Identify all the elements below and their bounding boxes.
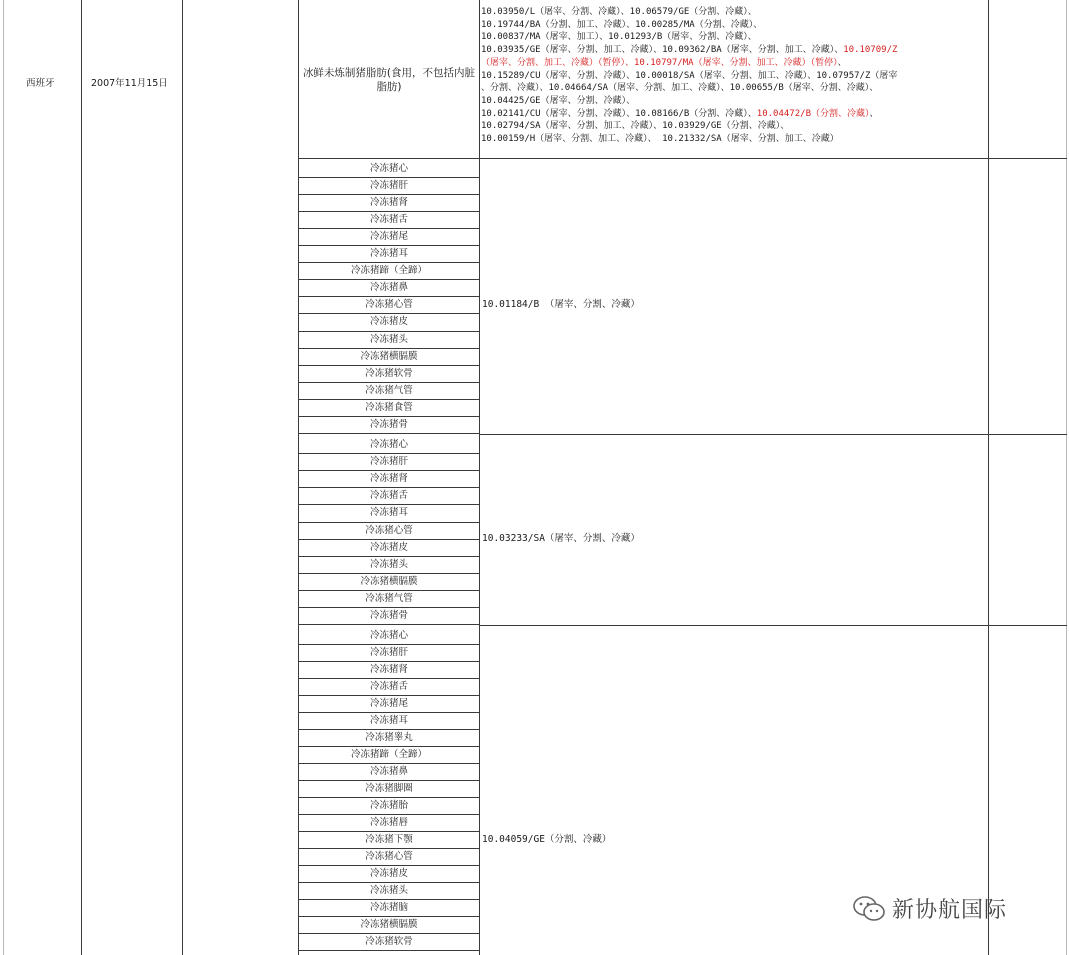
product-item: 冷冻猪肝 [369,647,408,658]
row-separator [479,434,1067,435]
product-item: 冷冻猪食管 [365,401,413,413]
watermark-text: 新协航国际 [892,898,1008,923]
code-line [481,31,986,44]
item-separator [298,433,479,434]
item-separator [298,729,479,730]
item-separator [298,644,479,645]
product-item: 冷冻猪鼻 [369,766,408,777]
code-segment: 、 [837,57,847,68]
code-line [481,57,986,70]
product-item: 冷冻猪耳 [369,248,408,260]
item-separator [298,607,479,608]
product-item: 冷冻猪睾丸 [365,732,413,743]
row-separator [479,625,1067,626]
item-separator [298,933,479,934]
grid-line [1066,0,1067,955]
item-separator [298,916,479,917]
product-item: 冷冻猪耳 [369,507,408,519]
product-item: 冷冻猪软骨 [365,367,413,379]
code-segment: 10.03950/L（屠宰、分割、冷藏）、10.06579/GE（分割、冷藏）、 [481,7,757,17]
code-segment: 10.00837/MA（屠宰、加工）、10.01293/B（屠宰、分割、冷藏）、 [481,32,757,43]
code-segment: 10.19744/BA（分割、加工、冷藏）、10.00285/MA（分割、冷藏）、 [481,19,763,30]
wechat-icon [852,895,886,923]
item-separator [298,950,479,951]
product-item: 冷冻猪肾 [369,473,408,485]
code-line [481,6,986,19]
product-item: 冷冻猪脚圈 [365,783,413,794]
date-cell: 2007年11月15日 [91,78,168,89]
establishment-codes [481,6,986,146]
item-separator [298,245,479,246]
product-item: 冷冻猪下颚 [365,834,413,845]
product-item: 冷冻猪横膈膜 [360,575,418,587]
product-item: 冷冻猪尾 [369,231,408,243]
code-segment: 、 [869,108,879,119]
code-segment: 10.15289/CU（屠宰、分割、冷藏）、10.00018/SA（屠宰、分割、加工、冷藏）、10.07957/Z（屠宰 [481,70,898,81]
item-separator [298,814,479,815]
product-item: 冷冻猪心管 [365,851,413,862]
product-item: 冷冻猪耳 [369,715,408,726]
item-separator [298,279,479,280]
product-item: 冷冻猪气管 [365,592,413,604]
item-separator [298,780,479,781]
code-segment: 10.00159/H（屠宰、分割、加工、冷藏）、 10.21332/SA（屠宰、分割、加工、冷藏） [481,134,839,145]
item-separator [298,470,479,471]
item-separator [298,712,479,713]
product-item: 冷冻猪头 [369,558,408,570]
group-code: 10.03233/SA（屠宰、分割、冷藏） [482,533,640,544]
product-item: 冷冻猪尾 [369,698,408,709]
grid-line [81,0,82,955]
code-line [481,82,986,95]
product-item: 冷冻猪舌 [369,490,408,502]
product-item: 冷冻猪舌 [369,214,408,226]
item-separator [298,763,479,764]
grid-line [479,0,480,955]
item-separator [298,194,479,195]
item-separator [298,228,479,229]
product-item: 冷冻猪心 [369,163,408,174]
product-item: 冷冻猪唇 [369,817,408,828]
item-separator [298,797,479,798]
code-segment: 10.02794/SA（屠宰、分割、加工、冷藏）、10.03929/GE（分割、冷藏）、 [481,121,790,132]
product-item: 冷冻猪头 [369,333,408,345]
product-item: 冷冻猪心管 [365,299,413,311]
item-separator [298,678,479,679]
item-separator [298,882,479,883]
country-cell: 西班牙 [26,78,55,89]
grid-line [988,0,989,955]
code-segment: （屠宰、分割、加工、冷藏）（暂停）、10.10797/MA（屠宰、分割、加工、冷藏）（暂停） [481,57,838,68]
product-item: 冷冻猪骨 [369,418,408,430]
product-item: 冷冻猪肾 [369,197,408,209]
item-separator [298,262,479,263]
code-segment: 10.10709/Z [843,45,898,56]
item-separator [298,296,479,297]
watermark [852,893,1007,924]
item-separator [298,695,479,696]
product-item: 冷冻猪骨 [369,610,408,621]
product-cell: 冰鲜未炼制猪脂肪(食用，不包括内脏脂肪) [302,67,476,93]
product-item: 冷冻猪横膈膜 [360,919,418,930]
product-item: 冷冻猪头 [369,885,408,896]
item-separator [298,177,479,178]
product-item: 冷冻猪肝 [369,180,408,192]
row-separator [298,158,1067,159]
product-item: 冷冻猪胎 [369,800,408,811]
product-item: 冷冻猪蹄（全蹄） [350,265,427,277]
product-item: 冷冻猪横膈膜 [360,350,418,362]
item-separator [298,848,479,849]
product-item: 冷冻猪脑 [369,902,408,913]
product-item: 冷冻猪皮 [369,316,408,328]
item-separator [298,504,479,505]
product-item: 冷冻猪蹄（全蹄） [350,749,427,760]
product-item: 冷冻猪气管 [365,384,413,396]
product-item: 冷冻猪肝 [369,456,408,468]
grid-line [3,0,4,955]
item-separator [298,831,479,832]
code-line [481,95,986,108]
code-line [481,108,986,121]
item-separator [298,313,479,314]
item-separator [298,624,479,625]
item-separator [298,590,479,591]
product-item: 冷冻猪皮 [369,868,408,879]
item-separator [298,211,479,212]
code-segment: 10.03935/GE（屠宰、分割、加工、冷藏）、10.09362/BA（屠宰、分割、加工、冷藏）、 [481,45,844,56]
product-item: 冷冻猪肾 [369,664,408,675]
product-item: 冷冻猪皮 [369,541,408,553]
item-separator [298,865,479,866]
item-separator [298,453,479,454]
code-line [481,44,986,57]
group-code: 10.04059/GE（分割、冷藏） [482,834,612,845]
item-separator [298,899,479,900]
code-line [481,133,986,146]
product-item: 冷冻猪软骨 [365,936,413,947]
item-separator [298,746,479,747]
product-item: 冷冻猪心 [369,630,408,641]
product-item: 冷冻猪心管 [365,524,413,536]
group-code: 10.01184/B （屠宰、分割、冷藏） [482,299,640,310]
grid-line [182,0,183,955]
product-item: 冷冻猪鼻 [369,282,408,294]
item-separator [298,661,479,662]
item-separator [298,487,479,488]
product-item: 冷冻猪心 [369,439,408,450]
code-segment: 10.04472/B（分割、冷藏） [756,108,870,119]
code-segment: 10.02141/CU（屠宰、分割、冷藏）、10.08166/B（分割、冷藏）、 [481,108,757,119]
code-line [481,70,986,83]
code-line [481,19,986,32]
product-item: 冷冻猪舌 [369,681,408,692]
code-segment: 、分割、冷藏）、10.04664/SA（屠宰、分割、加工、冷藏）、10.00655/B（屠宰、分割、冷藏）、 [481,83,879,94]
code-segment: 10.04425/GE（屠宰、分割、冷藏）、 [481,95,636,106]
code-line [481,120,986,133]
